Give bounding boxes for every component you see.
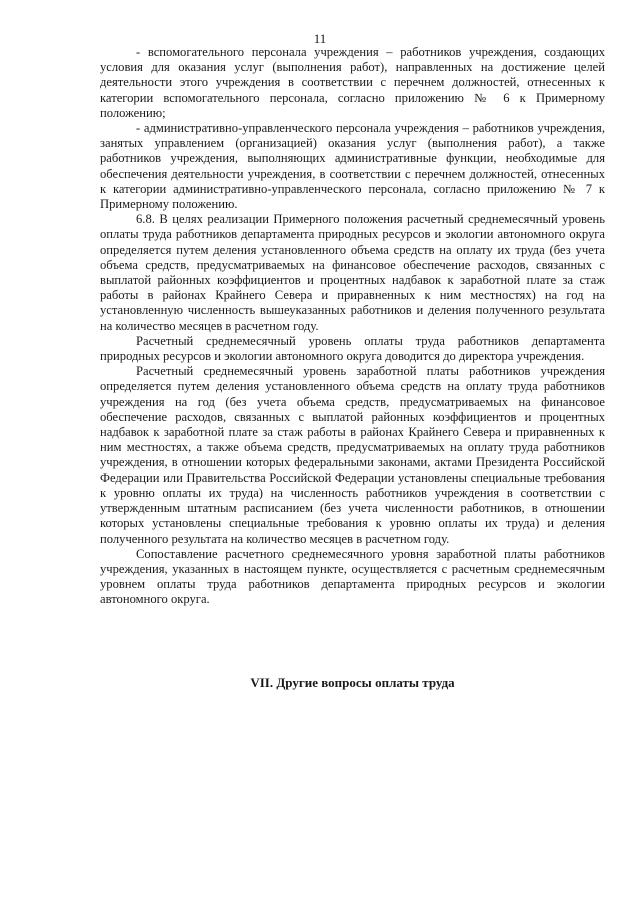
page-number: 11 xyxy=(313,31,327,46)
paragraph-6-8: 6.8. В целях реализации Примерного положения расчетный среднемесячный уровень оплаты труда работников департамента природных ресурсов и экологии автономного округа определяется путем деления установленного объема средств на оплату их труда (без учета объема средств, предусматриваемых на финансовое обеспечение расходов, связанных с выплатой районных коэффициентов и процентных надбавок к заработной плате за стаж работы в районах Крайнего Севера и приравненных к ним местностях) на год на установленную численность вышеуказанных работников и деления полученного результата на количество месяцев в расчетном году. xyxy=(100,212,605,333)
paragraph-administrative-staff: - административно-управленческого персонала учреждения – работников учреждения, занятых управлением (организацией) оказания услуг (выполнения работ), а также работников учреждения, выполняющих административные функции, необходимые для обеспечения деятельности учреждения, в соответствии с перечнем должностей, отнесенных к категории административно-управленческого персонала, согласно приложению № 7 к Примерному положению. xyxy=(100,121,605,212)
body-text xyxy=(100,45,605,608)
paragraph-comparison: Сопоставление расчетного среднемесячного уровня заработной платы работников учреждения, указанных в настоящем пункте, осуществляется с расчетным среднемесячным уровнем оплаты труда работников департамента природных ресурсов и экологии автономного округа. xyxy=(100,546,605,607)
paragraph-auxiliary-staff: - вспомогательного персонала учреждения – работников учреждения, создающих условия для оказания услуг (выполнения работ), направленных на достижение целей деятельности этого учреждения в соответствии с перечнем должностей, отнесенных к категории вспомогательного персонала, согласно приложению № 6 к Примерному положению; xyxy=(100,45,605,120)
section-heading: VII. Другие вопросы оплаты труда xyxy=(250,675,455,690)
paragraph-department-level: Расчетный среднемесячный уровень оплаты труда работников департамента природных ресурсов и экологии автономного округа доводится до директора учреждения. xyxy=(100,333,605,364)
paragraph-institution-level: Расчетный среднемесячный уровень заработной платы работников учреждения определяется путем деления установленного объема средств на оплату труда работников учреждения на год (без учета объема средств, предусматриваемых на финансовое обеспечение расходов, связанных с выплатой районных коэффициентов и процентных надбавок к заработной плате за стаж работы в районах Крайнего Севера и приравненных к ним местностях, а также объема средств, предусматриваемых на оплату труда работников учреждения, в отношении которых федеральными законами, актами Президента Российской Федерации или Правительства Российской Федерации установлены специальные требования к уровню оплаты их труда) на численность работников учреждения в соответствии с утвержденным штатным расписанием (без учета численности работников, в отношении которых установлены специальные требования к уровню оплаты их труда) и деления полученного результата на количество месяцев в расчетном году. xyxy=(100,364,605,546)
